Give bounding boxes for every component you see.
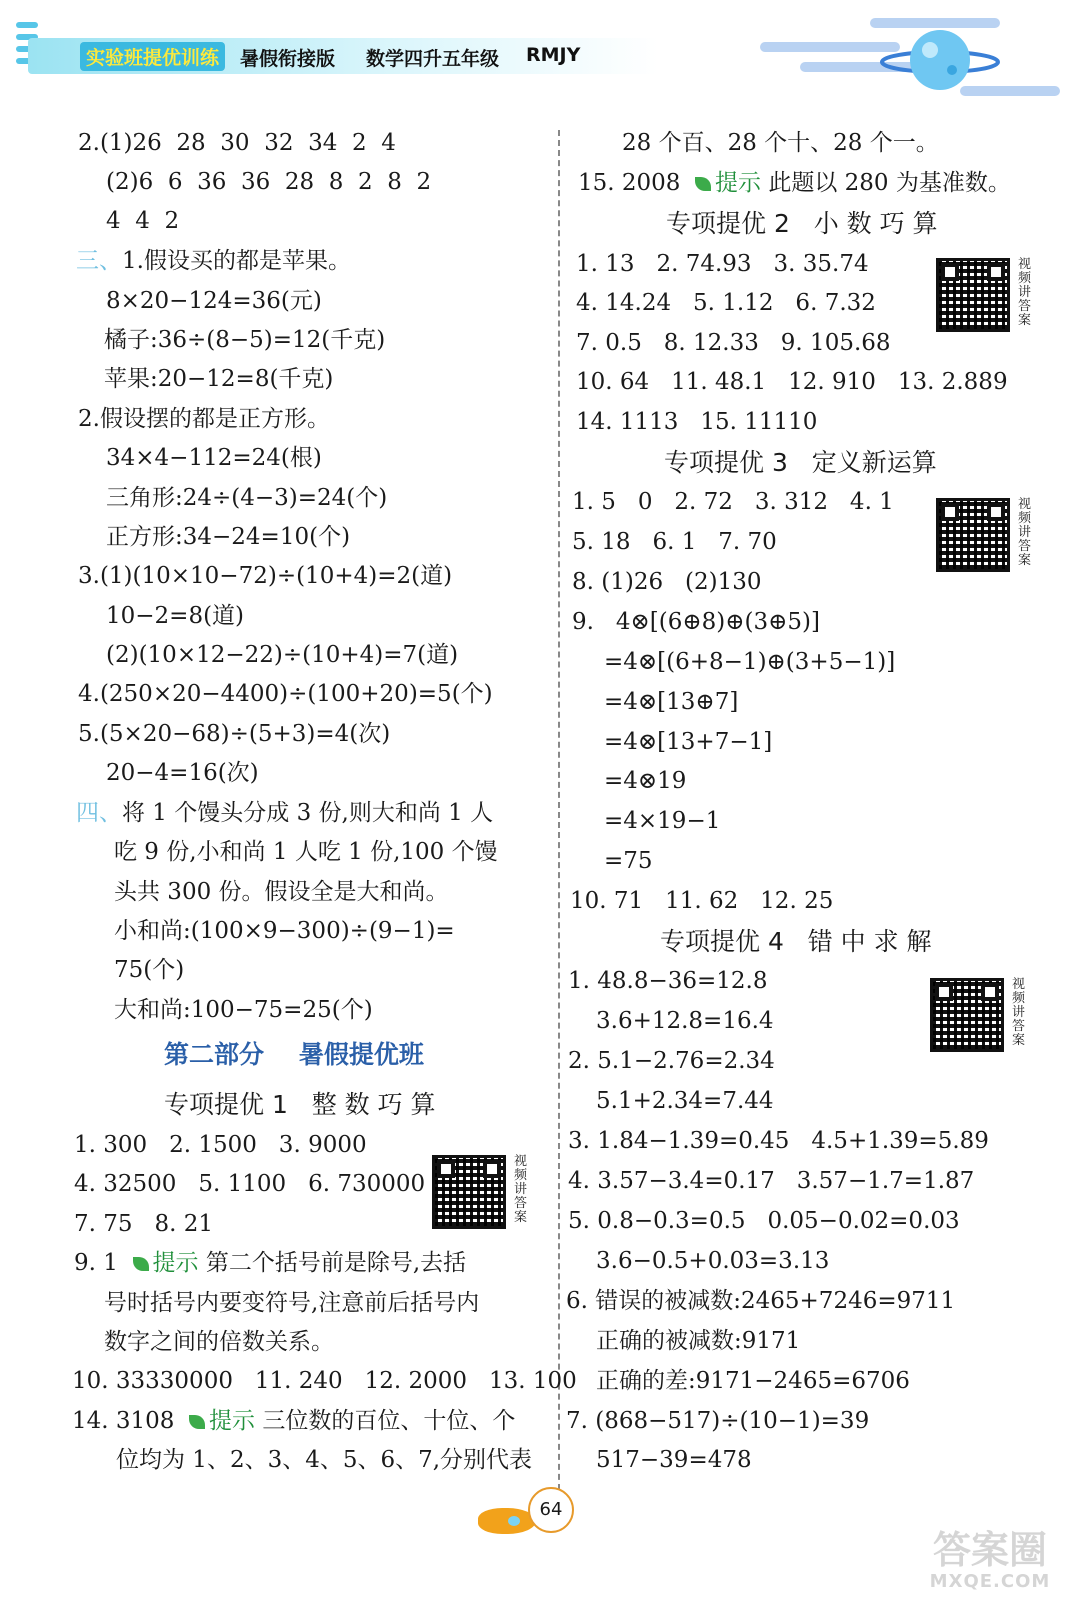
answer-line: 8. (1)26 (2)130 <box>572 569 762 595</box>
answer-line: 正确的被减数:9171 <box>596 1328 801 1354</box>
answer-line: 75(个) <box>114 957 185 983</box>
qr-code-integer[interactable] <box>432 1155 506 1229</box>
answer-line: =4⊗[13+7−1] <box>604 729 773 755</box>
answer-line: 4. 14.24 5. 1.12 6. 7.32 <box>576 290 876 316</box>
hint-leaf-icon <box>695 177 711 191</box>
page-header <box>0 0 1081 112</box>
answer-line: 3.6−0.5+0.03=3.13 <box>596 1248 830 1274</box>
answer-line: 1. 48.8−36=12.8 <box>568 968 768 994</box>
answer-text: 1.假设买的都是苹果。 <box>122 248 351 274</box>
answer-line: 头共 300 份。假设全是大和尚。 <box>114 879 449 905</box>
answer-line: 3. 1.84−1.39=0.45 4.5+1.39=5.89 <box>568 1128 989 1154</box>
answer-line: 3.6+12.8=16.4 <box>596 1008 774 1034</box>
answer-line: 6. 错误的被减数:2465+7246=9711 <box>566 1288 956 1314</box>
watermark-title: 答案圈 <box>932 1528 1047 1572</box>
answer-line: (2)(10×12−22)÷(10+4)=7(道) <box>106 642 459 668</box>
section-title-integer: 专项提优 1 整 数 巧 算 <box>164 1090 436 1119</box>
answer-line: =4×19−1 <box>604 808 721 834</box>
answer-line: 1. 13 2. 74.93 3. 35.74 <box>576 251 869 277</box>
answer-line <box>74 1249 466 1277</box>
edition-label: 暑假衔接版 <box>240 48 336 70</box>
answer-line: 正方形:34−24=10(个) <box>106 524 351 550</box>
answer-line: 7. (868−517)÷(10−1)=39 <box>566 1408 870 1434</box>
watermark-url: MXQE.COM <box>929 1571 1051 1592</box>
answer-number: 14. 3108 <box>72 1408 190 1434</box>
answer-line: 大和尚:100−75=25(个) <box>114 997 373 1023</box>
answer-line: =4⊗19 <box>604 768 687 794</box>
qr-code-error-solving[interactable] <box>930 978 1004 1052</box>
answer-line: 2.(1)26 28 30 32 34 2 4 <box>78 130 396 156</box>
hint-label: 提示 <box>715 170 762 196</box>
answer-line: 苹果:20−12=8(千克) <box>104 366 334 392</box>
answer-line: 34×4−112=24(根) <box>106 445 322 471</box>
subject-label: 数学四升五年级 <box>366 48 500 70</box>
answer-line: 14. 1113 15. 11110 <box>576 409 818 435</box>
answer-line: 10. 33330000 11. 240 12. 2000 13. 100 <box>72 1368 577 1394</box>
answer-line: 5. 0.8−0.3=0.5 0.05−0.02=0.03 <box>568 1208 960 1234</box>
answer-line: 3.(1)(10×10−72)÷(10+4)=2(道) <box>78 563 453 589</box>
part-two-title: 第二部分 暑假提优班 <box>164 1040 424 1069</box>
section-title-new-operation: 专项提优 3 定义新运算 <box>664 448 937 477</box>
qr-label: 视频讲答案 <box>1018 497 1032 568</box>
answer-line: 位均为 1、2、3、4、5、6、7,分别代表 <box>116 1447 533 1473</box>
answer-number: 9. 1 <box>74 1250 133 1276</box>
page-number: 64 <box>528 1487 574 1533</box>
section-title-decimal: 专项提优 2 小 数 巧 算 <box>666 209 938 238</box>
answer-line: 10. 64 11. 48.1 12. 910 13. 2.889 <box>576 369 1008 395</box>
answer-line <box>76 799 493 827</box>
answer-line: 4. 3.57−3.4=0.17 3.57−1.7=1.87 <box>568 1168 975 1194</box>
answer-line: 7. 0.5 8. 12.33 9. 105.68 <box>576 330 891 356</box>
answer-text: 将 1 个馒头分成 3 份,则大和尚 1 人 <box>122 800 494 826</box>
answer-line: 1. 5 0 2. 72 3. 312 4. 1 <box>572 489 894 515</box>
answer-line: 2. 5.1−2.76=2.34 <box>568 1048 775 1074</box>
qr-label: 视频讲答案 <box>1018 257 1032 328</box>
answer-line: 号时括号内要变符号,注意前后括号内 <box>104 1290 480 1316</box>
answer-line: 517−39=478 <box>596 1447 752 1473</box>
answer-line: 4. 32500 5. 1100 6. 730000 <box>74 1171 426 1197</box>
answer-line: 吃 9 份,小和尚 1 人吃 1 份,100 个馒 <box>114 839 498 865</box>
hint-leaf-icon <box>189 1415 205 1429</box>
answer-line: 10−2=8(道) <box>106 603 245 629</box>
section-title-error-solving: 专项提优 4 错 中 求 解 <box>660 927 932 956</box>
publisher-label: RMJY <box>526 44 581 66</box>
qr-label: 视频讲答案 <box>514 1154 528 1225</box>
column-divider <box>558 130 560 1510</box>
qr-label: 视频讲答案 <box>1012 977 1026 1048</box>
hint-leaf-icon <box>133 1257 149 1271</box>
planet-illustration <box>880 20 1000 100</box>
answer-line: 20−4=16(次) <box>106 760 259 786</box>
answer-line: 4 4 2 <box>106 208 180 234</box>
hint-text: 第二个括号前是除号,去括 <box>198 1250 467 1276</box>
answer-line: 橘子:36÷(8−5)=12(千克) <box>104 327 386 353</box>
section-label: 三、 <box>76 248 122 274</box>
answer-line <box>72 1407 515 1435</box>
answer-line: 7. 75 8. 21 <box>74 1211 213 1237</box>
cloud-decoration <box>760 42 900 52</box>
answer-line: 8×20−124=36(元) <box>106 288 322 314</box>
answer-line: =4⊗[13⊕7] <box>604 689 739 715</box>
section-label: 四、 <box>76 800 122 826</box>
answer-line: 5.1+2.34=7.44 <box>596 1088 774 1114</box>
answer-line: 2.假设摆的都是正方形。 <box>78 406 330 432</box>
answer-line: =4⊗[(6+8−1)⊕(3+5−1)] <box>604 649 896 675</box>
answer-line: (2)6 6 36 36 28 8 2 8 2 <box>106 169 432 195</box>
hint-label: 提示 <box>209 1408 256 1434</box>
answer-line: 小和尚:(100×9−300)÷(9−1)= <box>114 918 455 944</box>
answer-line: =75 <box>604 848 653 874</box>
answer-line: 4.(250×20−4400)÷(100+20)=5(个) <box>78 681 493 707</box>
answer-line: 数字之间的倍数关系。 <box>104 1329 334 1355</box>
answer-line: 1. 300 2. 1500 3. 9000 <box>74 1132 367 1158</box>
answer-line <box>578 169 1011 197</box>
answer-line: 9. 4⊗[(6⊕8)⊕(3⊕5)] <box>572 609 820 635</box>
answer-number: 15. 2008 <box>578 170 696 196</box>
qr-code-new-operation[interactable] <box>936 498 1010 572</box>
answer-line: 10. 71 11. 62 12. 25 <box>570 888 834 914</box>
series-brand: 实验班提优训练 <box>80 42 225 71</box>
answer-line: 5.(5×20−68)÷(5+3)=4(次) <box>78 721 391 747</box>
watermark <box>915 1529 1065 1592</box>
hint-label: 提示 <box>152 1250 199 1276</box>
hint-text: 此题以 280 为基准数。 <box>761 170 1011 196</box>
answer-line: 三角形:24÷(4−3)=24(个) <box>106 485 388 511</box>
answer-line: 正确的差:9171−2465=6706 <box>596 1368 910 1394</box>
hint-text: 三位数的百位、十位、个 <box>255 1408 516 1434</box>
qr-code-decimal[interactable] <box>936 258 1010 332</box>
answer-line <box>76 247 351 275</box>
answer-line: 5. 18 6. 1 7. 70 <box>572 529 777 555</box>
answer-line: 28 个百、28 个十、28 个一。 <box>622 130 939 156</box>
